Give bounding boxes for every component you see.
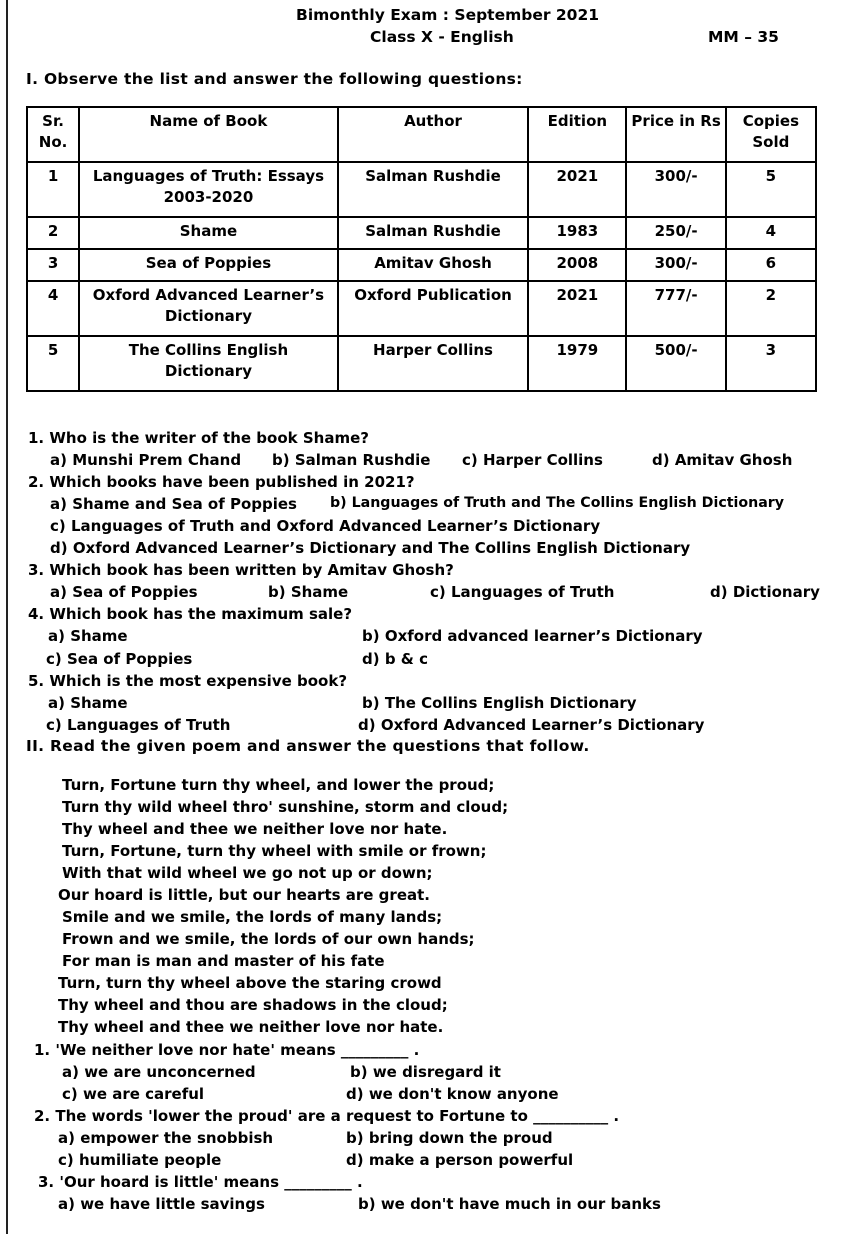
option-text: b) The Collins English Dictionary: [362, 694, 637, 712]
cell-author: Salman Rushdie: [338, 162, 528, 217]
cell-copies: 5: [726, 162, 816, 217]
left-margin-rule: [6, 0, 8, 1234]
question-text: 1. 'We neither love nor hate' means _________ .: [34, 1041, 420, 1059]
exam-title: Bimonthly Exam : September 2021: [296, 6, 600, 24]
cell-sr: 3: [27, 249, 79, 281]
option-text: c) Languages of Truth and Oxford Advanced Learner’s Dictionary: [50, 517, 601, 535]
cell-name: Shame: [79, 217, 338, 249]
col-header: Edition: [528, 107, 626, 162]
option-text: a) empower the snobbish: [58, 1129, 274, 1147]
cell-author: Salman Rushdie: [338, 217, 528, 249]
poem-line: Thy wheel and thee we neither love nor hate.: [58, 1018, 444, 1036]
cell-price: 777/-: [626, 281, 725, 336]
section-2-heading: II. Read the given poem and answer the questions that follow.: [26, 737, 590, 755]
poem-line: Turn thy wild wheel thro' sunshine, storm and cloud;: [62, 798, 509, 816]
col-header: Author: [338, 107, 528, 162]
poem-line: Thy wheel and thou are shadows in the cloud;: [58, 996, 448, 1014]
cell-edition: 1983: [528, 217, 626, 249]
poem-line: With that wild wheel we go not up or down;: [62, 864, 433, 882]
option-text: c) Languages of Truth: [430, 583, 615, 601]
table-row: [27, 281, 816, 336]
option-text: d) Dictionary: [710, 583, 820, 601]
option-text: d) we don't know anyone: [346, 1085, 559, 1103]
poem-line: Turn, turn thy wheel above the staring crowd: [58, 974, 442, 992]
option-text: b) we disregard it: [350, 1063, 501, 1081]
class-subject: Class X - English: [370, 28, 514, 46]
poem-line: Smile and we smile, the lords of many lands;: [62, 908, 443, 926]
option-text: d) Oxford Advanced Learner’s Dictionary and The Collins English Dictionary: [50, 539, 691, 557]
cell-edition: 2021: [528, 162, 626, 217]
option-text: d) make a person powerful: [346, 1151, 574, 1169]
cell-copies: 2: [726, 281, 816, 336]
col-header: Price in Rs: [626, 107, 725, 162]
cell-copies: 3: [726, 336, 816, 391]
option-text: c) Languages of Truth: [46, 716, 231, 734]
cell-sr: 2: [27, 217, 79, 249]
cell-copies: 4: [726, 217, 816, 249]
poem-line: Our hoard is little, but our hearts are great.: [58, 886, 430, 904]
option-text: d) b & c: [362, 650, 428, 668]
col-header: Name of Book: [79, 107, 338, 162]
col-header: Copies Sold: [726, 107, 816, 162]
poem-line: Frown and we smile, the lords of our own hands;: [62, 930, 475, 948]
cell-name: Sea of Poppies: [79, 249, 338, 281]
cell-name: Languages of Truth: Essays 2003-2020: [79, 162, 338, 217]
section-1-heading: I. Observe the list and answer the following questions:: [26, 70, 523, 88]
cell-edition: 2021: [528, 281, 626, 336]
option-text: b) we don't have much in our banks: [358, 1195, 661, 1213]
cell-author: Oxford Publication: [338, 281, 528, 336]
option-text: a) we have little savings: [58, 1195, 265, 1213]
table-row: [27, 162, 816, 217]
question-text: 1. Who is the writer of the book Shame?: [28, 429, 369, 447]
option-text: a) Sea of Poppies: [50, 583, 198, 601]
table-header-row: [27, 107, 816, 162]
option-text: c) we are careful: [62, 1085, 205, 1103]
max-marks: MM – 35: [708, 28, 779, 46]
poem-line: Turn, Fortune, turn thy wheel with smile or frown;: [62, 842, 487, 860]
col-header: Sr. No.: [27, 107, 79, 162]
option-text: b) Languages of Truth and The Collins English Dictionary: [330, 495, 785, 511]
option-text: a) we are unconcerned: [62, 1063, 256, 1081]
option-text: c) humiliate people: [58, 1151, 222, 1169]
cell-sr: 4: [27, 281, 79, 336]
cell-sr: 5: [27, 336, 79, 391]
option-text: a) Shame: [48, 627, 128, 645]
option-text: c) Sea of Poppies: [46, 650, 193, 668]
cell-author: Harper Collins: [338, 336, 528, 391]
poem-line: Thy wheel and thee we neither love nor hate.: [62, 820, 448, 838]
option-text: d) Oxford Advanced Learner’s Dictionary: [358, 716, 705, 734]
cell-price: 300/-: [626, 249, 725, 281]
option-text: b) Salman Rushdie: [272, 451, 431, 469]
poem-line: For man is man and master of his fate: [62, 952, 385, 970]
table-row: [27, 217, 816, 249]
books-table: [26, 106, 817, 392]
option-text: a) Shame and Sea of Poppies: [50, 495, 297, 513]
question-text: 5. Which is the most expensive book?: [28, 672, 348, 690]
question-text: 4. Which book has the maximum sale?: [28, 605, 353, 623]
cell-author: Amitav Ghosh: [338, 249, 528, 281]
cell-price: 500/-: [626, 336, 725, 391]
question-text: 3. Which book has been written by Amitav Ghosh?: [28, 561, 454, 579]
question-text: 3. 'Our hoard is little' means _________ .: [38, 1173, 363, 1191]
table-row: [27, 336, 816, 391]
cell-name: The Collins English Dictionary: [79, 336, 338, 391]
question-text: 2. The words 'lower the proud' are a request to Fortune to __________ .: [34, 1107, 620, 1125]
cell-name: Oxford Advanced Learner’s Dictionary: [79, 281, 338, 336]
option-text: b) bring down the proud: [346, 1129, 553, 1147]
option-text: b) Shame: [268, 583, 349, 601]
cell-edition: 1979: [528, 336, 626, 391]
cell-sr: 1: [27, 162, 79, 217]
cell-price: 250/-: [626, 217, 725, 249]
option-text: c) Harper Collins: [462, 451, 603, 469]
cell-copies: 6: [726, 249, 816, 281]
question-text: 2. Which books have been published in 2021?: [28, 473, 415, 491]
table-row: [27, 249, 816, 281]
option-text: b) Oxford advanced learner’s Dictionary: [362, 627, 703, 645]
option-text: a) Shame: [48, 694, 128, 712]
cell-price: 300/-: [626, 162, 725, 217]
poem-line: Turn, Fortune turn thy wheel, and lower the proud;: [62, 776, 495, 794]
cell-edition: 2008: [528, 249, 626, 281]
option-text: a) Munshi Prem Chand: [50, 451, 242, 469]
option-text: d) Amitav Ghosh: [652, 451, 793, 469]
